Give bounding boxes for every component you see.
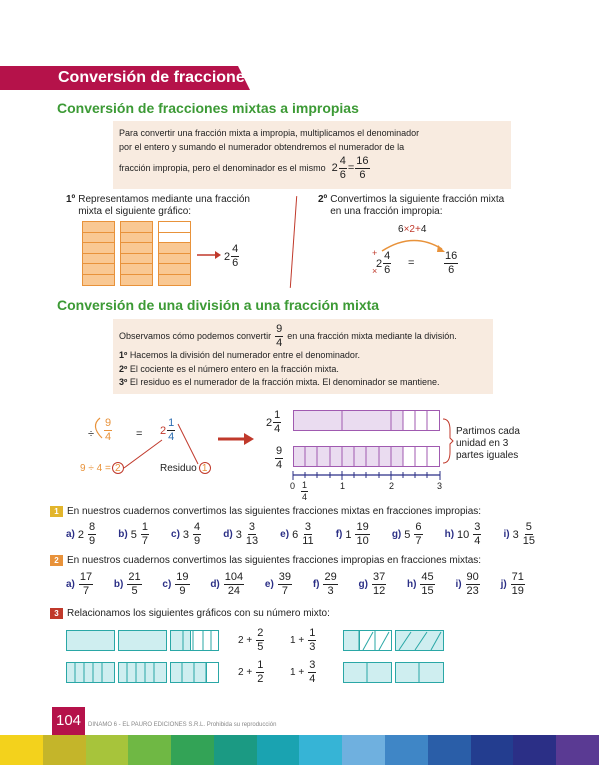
mixed-2 — [290, 628, 317, 653]
ex1-bullet: 1 — [50, 506, 63, 517]
residuo-val: 1 — [199, 462, 211, 474]
ex1-text: En nuestros cuadernos convertimos las siguientes fracciones mixtas en fracciones impropias: — [67, 506, 482, 517]
ex2-bullet: 2 — [50, 555, 63, 566]
ex3-header — [50, 608, 330, 619]
m3-w: 2 + — [238, 667, 253, 678]
step2-left-frac — [376, 251, 392, 276]
box2-frac-d: 4 — [276, 337, 283, 349]
ex1-item — [280, 522, 314, 547]
ex3-bullet: 3 — [50, 608, 63, 619]
section2-box — [113, 319, 493, 394]
residuo — [160, 462, 211, 474]
ex2-item — [265, 572, 293, 597]
box2-line1a: Observamos cómo podemos convertir — [119, 330, 272, 341]
ex2-item — [162, 572, 190, 597]
arrow-right-icon — [197, 250, 221, 260]
item-num: 1 — [141, 521, 148, 533]
m1-w: 2 + — [238, 635, 253, 646]
item-den: 24 — [227, 585, 241, 597]
item-num: 29 — [324, 571, 337, 583]
ex1-item — [445, 522, 483, 547]
box-ex-whole: 2 — [331, 161, 338, 174]
bar1-whole: 2 — [266, 416, 273, 429]
m3-n: 1 — [257, 659, 264, 671]
item-num: 37 — [372, 571, 386, 583]
ex2-text: En nuestros cuadernos convertimos las siguientes fracciones impropias en fracciones mixtas: — [67, 555, 482, 566]
div-frac-d: 4 — [105, 431, 112, 443]
big-arrow-icon — [218, 432, 254, 446]
fraction-grid-1 — [82, 221, 115, 286]
step2-rden: 6 — [448, 264, 455, 276]
section1-box — [113, 121, 511, 189]
item-letter: c) — [171, 529, 180, 540]
item-letter: f) — [335, 529, 343, 540]
div-res-d: 4 — [168, 431, 175, 443]
box2-item-text: El cociente es el número entero en la fracción mixta. — [129, 363, 339, 374]
divider-line — [290, 196, 297, 288]
item-letter: b) — [113, 579, 124, 590]
item-den: 9 — [89, 535, 96, 547]
item-letter: d) — [223, 529, 233, 540]
graphic-a — [66, 630, 222, 652]
axis-2: 2 — [389, 481, 395, 491]
item-whole: 1 — [345, 528, 352, 541]
section1-title: Conversión de fracciones mixtas a impropias — [57, 100, 359, 116]
item-whole: 2 — [77, 528, 85, 541]
item-letter: h) — [444, 529, 455, 540]
box-ex-den: 6 — [339, 169, 346, 181]
ex2-item — [359, 572, 388, 597]
div-res-whole: 2 — [160, 424, 167, 437]
m2-n: 1 — [309, 627, 316, 639]
ex2-item — [66, 572, 94, 597]
graphic-c — [343, 630, 447, 652]
step1-res-den: 6 — [232, 257, 239, 269]
item-letter: i) — [455, 579, 462, 590]
item-den: 13 — [245, 535, 259, 547]
item-whole: 3 — [235, 528, 242, 541]
bar1-label — [266, 410, 282, 435]
box-line3: fracción impropia, pero el denominador es el mismo — [119, 162, 326, 173]
item-num: 90 — [466, 571, 479, 583]
item-den: 9 — [194, 535, 201, 547]
step1-text: Representamos mediante una fracción mixta el siguiente gráfico: — [78, 194, 250, 217]
box2-line1b: en una fracción mixta mediante la división. — [287, 330, 457, 341]
item-num: 5 — [525, 521, 532, 533]
item-num: 3 — [248, 521, 256, 533]
item-letter: e) — [280, 529, 290, 540]
ex1-item — [118, 522, 150, 547]
box-line1: Para convertir una fracción mixta a impropia, multiplicamos el denominador — [119, 128, 420, 138]
step2-text: Convertimos la siguiente fracción mixta en una fracción impropia: — [330, 194, 505, 217]
bar1 — [293, 410, 440, 432]
formula-op: ×2+ — [403, 224, 421, 235]
item-letter: g) — [358, 579, 368, 590]
axis-frac-n: 1 — [302, 480, 308, 490]
bars-note: Partimos cada unidad en 3 partes iguales — [456, 426, 520, 461]
item-letter: c) — [162, 579, 172, 590]
color-strip — [0, 735, 599, 765]
ex2-item — [114, 572, 143, 597]
item-letter: a) — [66, 529, 75, 540]
item-whole: 3 — [182, 528, 190, 541]
bar1-n: 1 — [274, 409, 281, 421]
div-quot: 2 — [112, 462, 124, 474]
ex2-item — [313, 572, 339, 597]
box-ex-rnum: 16 — [356, 155, 369, 167]
div-line-text: 9 ÷ 4 = — [80, 463, 111, 474]
item-whole: 3 — [512, 528, 519, 541]
item-num: 3 — [304, 521, 311, 533]
item-num: 45 — [421, 571, 434, 583]
division-arrows — [80, 410, 210, 470]
item-den: 7 — [82, 585, 90, 597]
step1 — [66, 194, 266, 218]
ex1-item — [392, 522, 424, 547]
box2-item — [119, 349, 487, 363]
item-num: 8 — [89, 521, 96, 533]
mixed-4 — [290, 660, 317, 685]
graphic-d — [343, 662, 447, 684]
step1-res-num: 4 — [232, 243, 239, 255]
item-den: 10 — [356, 535, 369, 547]
item-letter: e) — [264, 579, 274, 590]
item-den: 23 — [466, 585, 479, 597]
times-sign: × — [372, 266, 378, 276]
ex2-item — [501, 572, 526, 597]
m2-d: 3 — [309, 641, 316, 653]
step2-whole: 2 — [376, 257, 383, 270]
item-den: 5 — [131, 585, 138, 597]
div-frac-n: 9 — [105, 417, 112, 429]
bar1-d: 4 — [274, 423, 281, 435]
axis-0: 0 — [290, 481, 296, 491]
item-letter: a) — [66, 579, 75, 590]
axis-frac-d: 4 — [302, 492, 308, 502]
m1-d: 5 — [257, 641, 264, 653]
box2-item — [119, 363, 487, 377]
ex1-item — [223, 522, 259, 547]
box2-frac-n: 9 — [276, 323, 283, 335]
page-number: 104 — [56, 712, 82, 729]
bracket-icon — [442, 418, 454, 464]
m4-w: 1 + — [290, 667, 305, 678]
ex1-items — [66, 522, 536, 547]
item-letter: d) — [210, 579, 220, 590]
m1-n: 2 — [257, 627, 264, 639]
ex1-item — [66, 522, 97, 547]
item-letter: j) — [500, 579, 507, 590]
item-letter: h) — [406, 579, 417, 590]
box2-item-num: 3º — [119, 377, 128, 387]
page-title: Conversión de fracciones — [58, 69, 254, 86]
item-den: 12 — [372, 585, 386, 597]
item-letter: b) — [118, 529, 128, 540]
m4-d: 4 — [309, 673, 316, 685]
fraction-grid-3 — [158, 221, 191, 286]
ex2-item — [455, 572, 480, 597]
bar2-label — [274, 446, 284, 471]
axis-1: 1 — [340, 481, 346, 491]
box-ex-num: 4 — [339, 155, 346, 167]
ex1-header — [50, 506, 481, 517]
step1-num: 1º — [66, 194, 76, 205]
div-res-n: 1 — [168, 417, 175, 429]
item-num: 19 — [356, 521, 369, 533]
div-line — [80, 462, 124, 474]
item-num: 6 — [415, 521, 422, 533]
item-den: 7 — [281, 585, 288, 597]
item-num: 39 — [278, 571, 292, 583]
step2-eq: = — [408, 257, 415, 269]
formula-a: 6 — [398, 224, 404, 235]
item-letter: g) — [391, 529, 402, 540]
item-den: 7 — [415, 535, 422, 547]
step2 — [318, 194, 518, 218]
step2-right-frac — [443, 251, 459, 276]
item-den: 11 — [302, 535, 314, 547]
step1-result — [224, 244, 240, 269]
ex1-item — [171, 522, 202, 547]
axis-3: 3 — [437, 481, 443, 491]
m2-w: 1 + — [290, 635, 305, 646]
item-whole: 5 — [404, 528, 411, 541]
bar2 — [293, 446, 440, 468]
item-num: 17 — [79, 571, 93, 583]
item-den: 15 — [522, 535, 535, 547]
box2-item-text: El residuo es el numerador de la fracción mixta. El denominador se mantiene. — [129, 377, 440, 387]
m3-d: 2 — [257, 673, 264, 685]
step1-res-whole: 2 — [224, 250, 231, 263]
ex2-item — [407, 572, 436, 597]
box-line2: por el entero y sumando el numerador obtendremos el numerador de la — [119, 141, 405, 152]
step2-den: 6 — [384, 264, 391, 276]
axis-frac — [300, 481, 309, 502]
number-line — [290, 470, 444, 482]
ex2-header — [50, 555, 481, 566]
step2-num: 2º — [318, 194, 328, 205]
box2-item — [119, 376, 487, 390]
item-num: 3 — [474, 521, 481, 533]
item-den: 19 — [511, 585, 524, 597]
fraction-grid-2 — [120, 221, 153, 286]
ex2-item — [210, 572, 245, 597]
box2-item-text: Hacemos la división del numerador entre el denominador. — [129, 350, 360, 360]
m4-n: 3 — [309, 659, 316, 671]
item-letter: i) — [503, 529, 510, 540]
ex2-items — [66, 572, 526, 597]
plus-sign: + — [372, 248, 378, 258]
item-den: 7 — [141, 535, 148, 547]
item-whole: 10 — [457, 528, 470, 541]
bar2-d: 4 — [276, 459, 283, 471]
item-num: 104 — [224, 571, 244, 583]
box-ex-rden: 6 — [359, 169, 366, 181]
mixed-3 — [238, 660, 265, 685]
formula-b: 4 — [420, 224, 427, 235]
box2-item-num: 1º — [119, 350, 128, 360]
item-den: 9 — [179, 585, 186, 597]
step2-num: 4 — [384, 250, 391, 262]
item-num: 19 — [176, 571, 189, 583]
box-ex-eq: = — [347, 161, 355, 174]
item-num: 21 — [128, 571, 141, 583]
step2-rnum: 16 — [445, 250, 458, 262]
box2-item-num: 2º — [119, 363, 128, 374]
ex1-item — [504, 522, 536, 547]
item-den: 3 — [327, 585, 334, 597]
ex1-item — [336, 522, 371, 547]
div-sign: ÷ — [88, 428, 95, 440]
item-letter: f) — [312, 579, 320, 590]
item-num: 71 — [511, 571, 524, 583]
ex3-text: Relacionamos los siguientes gráficos con su número mixto: — [67, 608, 330, 619]
item-whole: 5 — [130, 528, 137, 541]
item-den: 4 — [474, 535, 481, 547]
item-num: 4 — [194, 521, 201, 533]
bar2-n: 9 — [276, 445, 283, 457]
footer-text: DINAMO 6 - EL PAURO EDICIONES S.R.L. Prohibida su reproducción — [88, 722, 277, 728]
item-whole: 6 — [292, 528, 299, 541]
div-eq: = — [136, 428, 143, 440]
mixed-1 — [238, 628, 265, 653]
residuo-label: Residuo — [160, 463, 197, 474]
graphic-b — [66, 662, 222, 684]
section2-title: Conversión de una división a una fracción mixta — [57, 297, 380, 313]
item-den: 15 — [421, 585, 434, 597]
